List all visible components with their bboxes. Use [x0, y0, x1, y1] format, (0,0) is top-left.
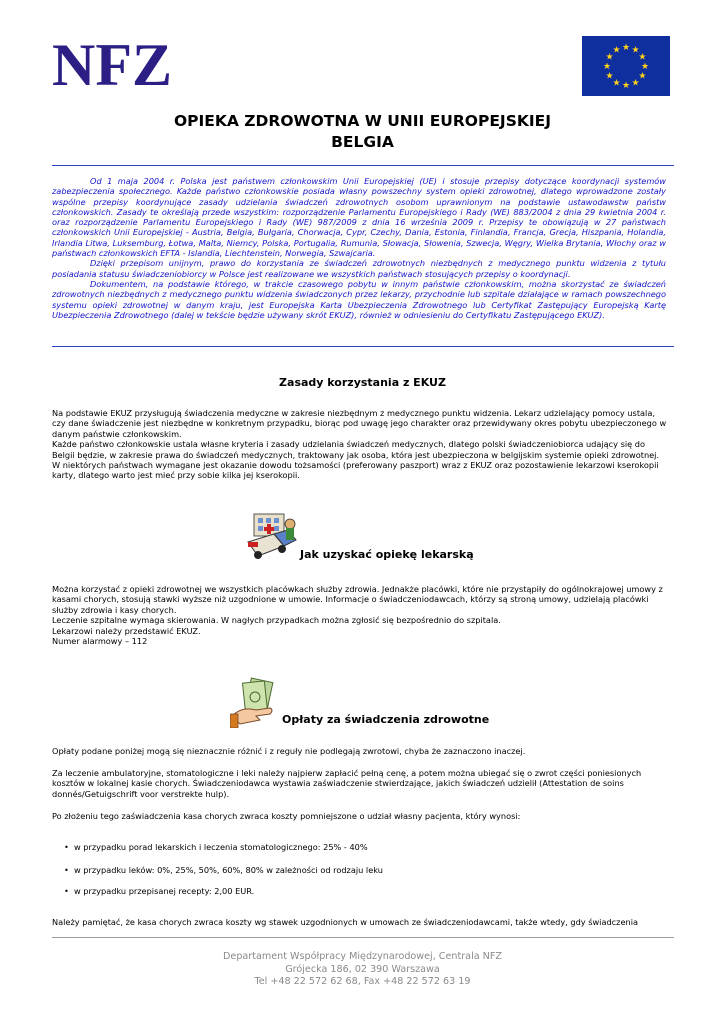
body-line: Można korzystać z opieki zdrowotnej we wszystkich placówkach służby zdrowia. Jednakże placówki, które nie przystąpiły do ogólnokrajowej umowy z kasami chorych, stosują stawki wyższe niż uzgodnione w umowie. Informacje o świadczeniodawcach, którzy są stroną umowy, udzielają placówki służby zdrowia i kasy chorych. — [52, 584, 663, 615]
footer-contact: Tel +48 22 572 62 68, Fax +48 22 572 63 19 — [254, 976, 471, 987]
fees-paragraph-4: Należy pamiętać, że kasa chorych zwraca koszty wg stawek uzgodnionych w umowach ze świadczeniodawcami, także wtedy, gdy świadczenia — [52, 917, 638, 927]
star-icon: ★ — [602, 62, 612, 72]
list-item: • w przypadku leków: 0%, 25%, 50%, 60%, 80% w zależności od rodzaju leku — [74, 865, 383, 875]
fees-paragraph-2: Za leczenie ambulatoryjne, stomatologiczne i leki należy najpierw zapłacić pełną cenę, a potem można ubiegać się o zwrot części poniesionych kosztów w lokalnej kasie chorych. Świadczeniodawca wystawia zaświadczenie stwierdzające, jakich świadczeń udzielił (Attestation de soins donnés/Getuigschrift voor verstrekte hulp). — [52, 768, 642, 799]
list-item: • w przypadku przepisanej recepty: 2,00 EUR. — [74, 886, 254, 896]
body-line: Numer alarmowy – 112 — [52, 636, 148, 647]
hand-with-money-icon — [230, 676, 282, 728]
hospital-ambulance-icon — [244, 512, 300, 560]
body-line: Leczenie szpitalne wymaga skierowania. W nagłych przypadkach można zgłosić się bezpośrednio do szpitala. — [52, 615, 501, 626]
nfz-logo — [52, 34, 174, 92]
intro-paragraph: Dokumentem, na podstawie którego, w trakcie czasowego pobytu w innym państwie członkowskim, można skorzystać ze świadczeń zdrowotnych niezbędnych z medycznego punktu widzenia świadczonych przez lekarzy, przychodnie lub szpitale działające w ramach powszechnego systemu opieki zdrowotnej w danym kraju, jest Europejska Karta Ubezpieczenia Zdrowotnego lub Certyfikat Zastępujący Europejską Kartę Ubezpieczenia Zdrowotnego (dalej w tekście będzie używany skrót EKUZ), również w odniesieniu do Certyfikatu Zastępującego EKUZ). — [52, 278, 666, 320]
list-item: • w przypadku porad lekarskich i leczenia stomatologicznego: 25% - 40% — [74, 842, 368, 852]
star-icon: ★ — [612, 78, 621, 89]
body-paragraph: Każde państwo członkowskie ustala własne kryteria i zasady udzielania świadczeń medycznych, dlatego polski świadczeniobiorca udający się do Belgii będzie, w zakresie prawa do świadczeń medycznych, traktowany jak osoba, która jest ubezpieczona w belgijskim systemie opieki zdrowotnej. — [52, 439, 660, 460]
page-title — [0, 111, 725, 153]
footer — [0, 951, 725, 989]
star-icon: ★ — [638, 52, 647, 63]
title-line-1: OPIEKA ZDROWOTNA W UNII EUROPEJSKIEJ — [173, 112, 551, 130]
footer-address: Grójecka 186, 02 390 Warszawa — [285, 963, 440, 975]
body-line: Lekarzowi należy przedstawić EKUZ. — [52, 625, 201, 636]
eu-flag-icon — [582, 36, 670, 96]
intro-paragraph: Dzięki przepisom unijnym, prawo do korzystania ze świadczeń zdrowotnych niezbędnych z medycznego punktu widzenia z tytułu posiadania statusu świadczeniobiorcy w Polsce jest realizowane we wszystkich państwach stosujących przepisy o koordynacji. — [52, 258, 666, 279]
title-line-2: BELGIA — [331, 133, 394, 151]
section-heading-fees: Opłaty za świadczenia zdrowotne — [282, 713, 490, 726]
star-icon: ★ — [605, 52, 614, 63]
star-icon: ★ — [638, 71, 647, 82]
top-rule — [52, 165, 674, 166]
svg-text:NFZ: NFZ — [52, 34, 172, 92]
star-icon: ★ — [621, 43, 631, 53]
star-icon: ★ — [621, 81, 631, 91]
star-icon: ★ — [605, 71, 614, 82]
footer-department: Departament Współpracy Międzynarodowej, Centrala NFZ — [223, 951, 502, 962]
intro-text — [52, 176, 666, 320]
intro-paragraph: Od 1 maja 2004 r. Polska jest państwem członkowskim Unii Europejskiej (UE) i stosuje przepisy dotyczące koordynacji systemów zabezpieczenia społecznego. Każde państwo członkowskie posiada własny powszechny system opieki zdrowotnej, dlatego wprowadzone zostały wspólne przepisy koordynujące zasady udzielania świadczeń zdrowotnych osobom uprawnionym na podstawie ustawodawstw państw członkowskich. Zasady te określają przede wszystkim: rozporządzenie Parlamentu Europejskiego i Rady (WE) 883/2004 z dnia 29 kwietnia 2004 r. oraz rozporządzenie Parlamentu Europejskiego i Rady (WE) 987/2009 z dnia 16 września 2009 r. Przepisy te obowiązują w 27 państwach członkowskich Unii Europejskiej - Austria, Belgia, Bułgaria, Chorwacja, Cypr, Czechy, Dania, Estonia, Finlandia, Francja, Grecja, Hiszpania, Holandia, Irlandia Litwa, Luksemburg, Łotwa, Malta, Niemcy, Polska, Portugalia, Rumunia, Słowacja, Słowenia, Szwecja, Węgry, Wielka Brytania, Włochy oraz w państwach członkowskich EFTA - Islandia, Liechtenstein, Norwegia, Szwajcaria. — [52, 176, 666, 259]
body-paragraph: Na podstawie EKUZ przysługują świadczenia medyczne w zakresie niezbędnym z medycznego punktu widzenia. Lekarz udzielający pomocy ustala, czy dane świadczenie jest niezbędne w konkretnym przypadku, biorąc pod uwagę jego charakter oraz przewidywany okres pobytu ubezpieczonego w danym państwie członkowskim. — [52, 408, 667, 439]
star-icon: ★ — [631, 78, 640, 89]
intro-bottom-rule — [52, 346, 674, 347]
section-ekuz-body — [52, 408, 670, 481]
footer-rule — [52, 937, 674, 938]
section-medical-care-body — [52, 584, 670, 646]
body-paragraph: W niektórych państwach wymagane jest okazanie dowodu tożsamości (preferowany paszport) wraz z EKUZ oraz pozostawienie lekarzowi kserokopii karty, dlatego warto jest mieć przy sobie kilka jej kserokopii. — [52, 460, 659, 481]
star-icon: ★ — [612, 45, 621, 56]
star-icon: ★ — [640, 62, 650, 72]
fees-paragraph-1: Opłaty podane poniżej mogą się nieznacznie różnić i z reguły nie podlegają zwrotowi, chyba że zaznaczono inaczej. — [52, 746, 526, 756]
section-heading-medical-care: Jak uzyskać opiekę lekarską — [300, 548, 474, 561]
star-icon: ★ — [631, 45, 640, 56]
section-heading-ekuz: Zasady korzystania z EKUZ — [279, 376, 446, 389]
fees-paragraph-3: Po złożeniu tego zaświadczenia kasa chorych zwraca koszty pomniejszone o udział własny pacjenta, który wynosi: — [52, 811, 521, 821]
